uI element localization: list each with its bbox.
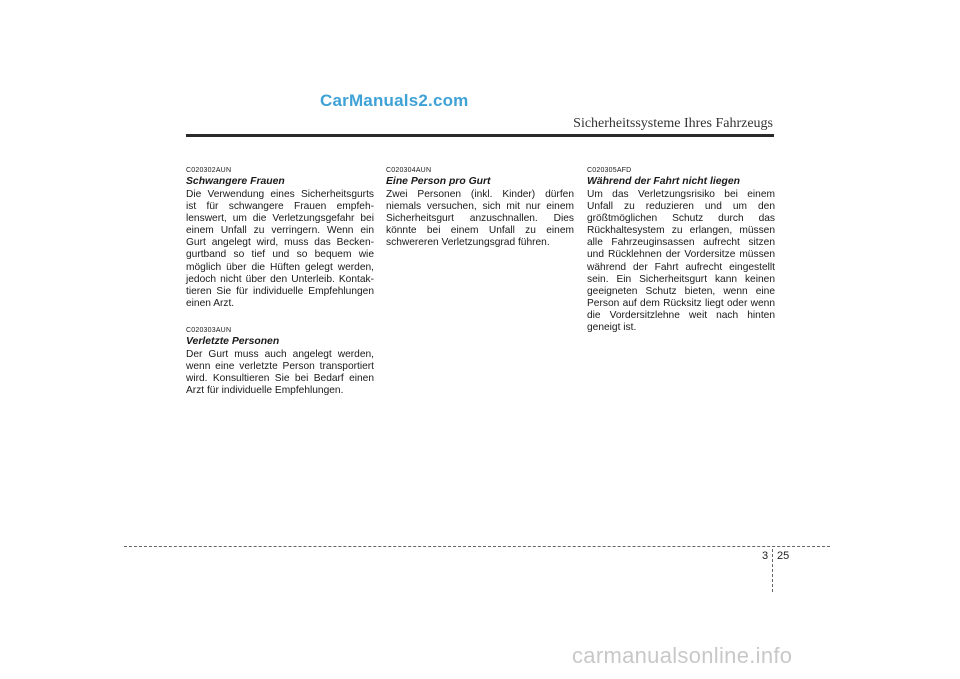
section-spacer — [186, 310, 374, 326]
header-rule — [186, 134, 774, 137]
text-column-2 — [386, 166, 574, 249]
page-number: 25 — [777, 550, 790, 562]
section-heading: Verletzte Personen — [186, 335, 280, 347]
text-column-3 — [587, 166, 775, 334]
section-body: Um das Verletzungsrisiko bei einem Unfall zu reduzieren und um den größtmöglichen Schutz durch das Rückhaltesystem zu erlangen, müssen alle Fahrzeuginsassen aufrecht sitzen und Rücklehnen der Vordersitze müssen während der Fahrt aufrecht eingestellt sein. Ein Sicherheitsgurt kann keinen geeigneten Schutz bieten, wenn eine Person auf dem Rücksitz liegt oder wenn die Vordersitzlehne weit nach hinten geneigt ist. — [587, 189, 775, 334]
section-code: C020303AUN — [186, 326, 232, 334]
watermark-carmanualsonline: carmanualsonline.info — [572, 643, 793, 668]
section-heading: Eine Person pro Gurt — [386, 176, 491, 187]
page-header-title: Sicherheitssysteme Ihres Fahrzeugs — [573, 116, 773, 131]
section-heading: Während der Fahrt nicht liegen — [587, 176, 740, 187]
section-code: C020302AUN — [186, 167, 232, 174]
section-pregnant-women — [186, 166, 374, 310]
chapter-number: 3 — [762, 550, 769, 562]
section-no-lying-while-driving — [587, 166, 775, 334]
section-code: C020305AFD — [587, 167, 632, 174]
text-column-1 — [186, 166, 374, 397]
section-one-person-per-belt — [386, 166, 574, 249]
page-number-divider — [772, 549, 773, 592]
section-injured-persons — [186, 326, 374, 397]
watermark-carmanuals2: CarManuals2.com — [320, 91, 469, 110]
footer-dashed-rule — [124, 546, 830, 547]
section-body: Der Gurt muss auch angelegt werden, wenn eine verletzte Person transportiert wird. Konsultieren Sie bei Bedarf einen Arzt für individuelle Empfehlungen. — [186, 348, 374, 397]
section-heading: Schwangere Frauen — [186, 176, 285, 187]
section-body: Zwei Personen (inkl. Kinder) dürfen niemals versuchen, sich mit nur einem Sicherheitsgurt anzuschnallen. Dies könnte bei einem Unfall zu einem schwereren Verletzungsgrad führen. — [386, 189, 574, 249]
section-code: C020304AUN — [386, 167, 432, 174]
section-body: Die Verwendung eines Sicherheitsgurts ist für schwangere Frauen empfeh-lenswert, um die Verletzungsgefahr bei einem Unfall zu verringern. Wenn ein Gurt angelegt wird, muss das Becken-gurtband so tief und so bequem wie möglich über die Hüften gelegt werden, jedoch nicht über den Unterleib. Kontak-tieren Sie für individuelle Empfehlungen einen Arzt. — [186, 189, 374, 309]
